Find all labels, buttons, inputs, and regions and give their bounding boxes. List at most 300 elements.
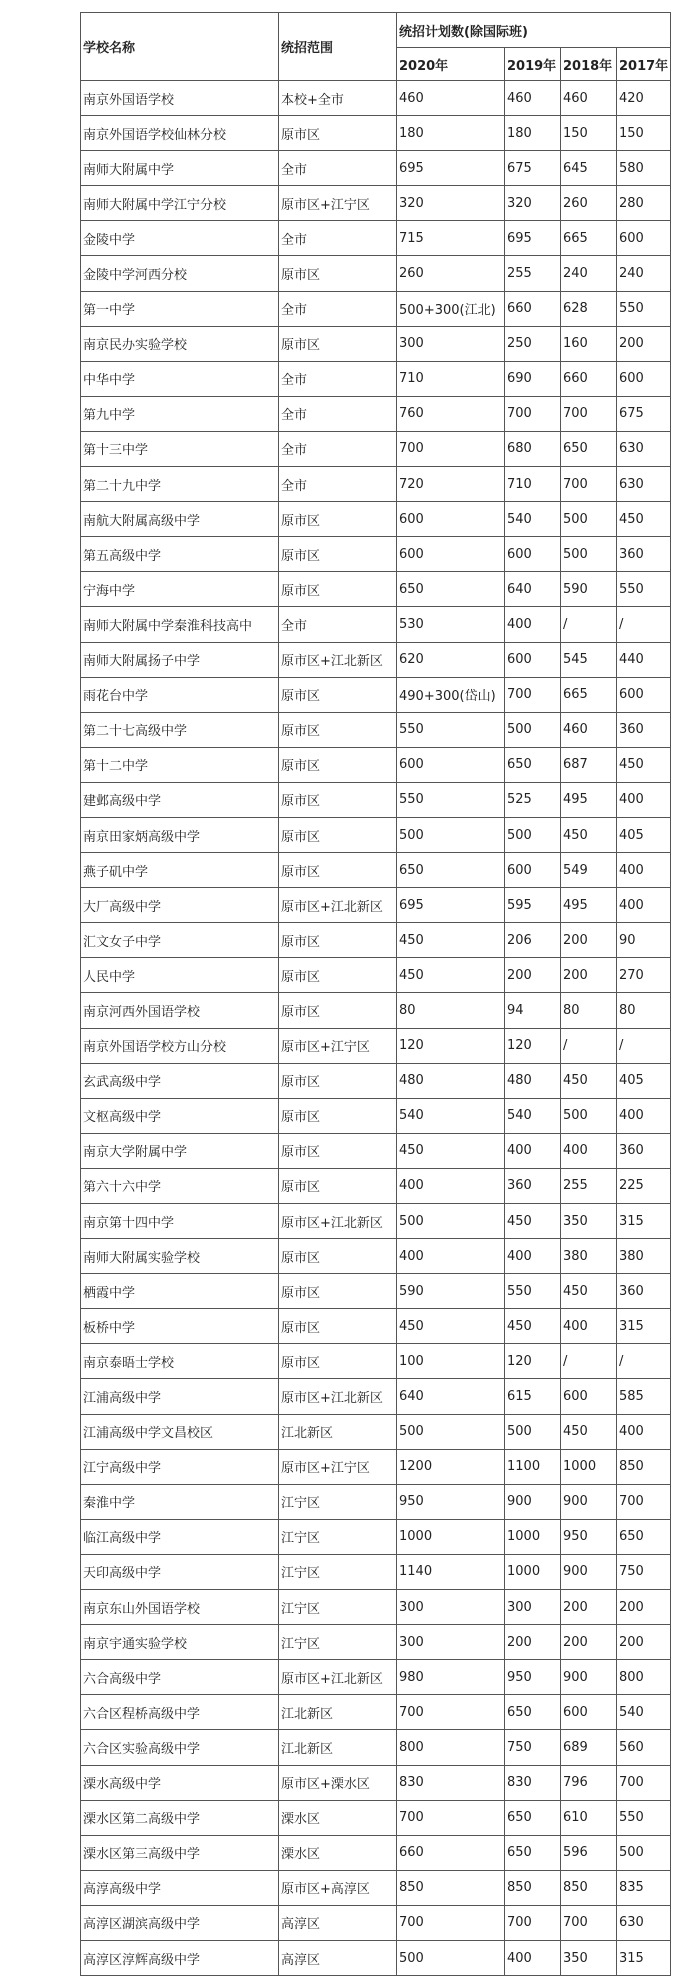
cell-enrollment-range: 原市区 (279, 958, 397, 993)
cell-enrollment-range: 原市区+江北新区 (279, 1204, 397, 1239)
cell-plan-2020: 600 (397, 747, 505, 782)
cell-enrollment-range: 本校+全市 (279, 81, 397, 116)
cell-plan-2019: 400 (505, 1940, 561, 1975)
cell-plan-2019: 650 (505, 1800, 561, 1835)
cell-school-name: 临江高级中学 (81, 1519, 279, 1554)
table-row (81, 853, 671, 888)
cell-plan-2018: 700 (561, 1905, 617, 1940)
cell-plan-2017: 500 (617, 1835, 671, 1870)
cell-plan-2019: 675 (505, 151, 561, 186)
table-row (81, 431, 671, 466)
cell-plan-2020: 180 (397, 116, 505, 151)
cell-enrollment-range: 原市区 (279, 1239, 397, 1274)
cell-plan-2019: 950 (505, 1660, 561, 1695)
cell-school-name: 南师大附属中学 (81, 151, 279, 186)
table-row (81, 888, 671, 923)
cell-enrollment-range: 原市区+江北新区 (279, 1379, 397, 1414)
header-year-2018: 2018年 (561, 48, 617, 81)
cell-school-name: 雨花台中学 (81, 677, 279, 712)
cell-school-name: 天印高级中学 (81, 1554, 279, 1589)
cell-school-name: 第二十七高级中学 (81, 712, 279, 747)
cell-plan-2017: 540 (617, 1695, 671, 1730)
cell-plan-2018: 495 (561, 888, 617, 923)
table-row (81, 361, 671, 396)
cell-plan-2019: 1000 (505, 1554, 561, 1589)
cell-school-name: 高淳区湖滨高级中学 (81, 1905, 279, 1940)
cell-school-name: 南京外国语学校 (81, 81, 279, 116)
cell-plan-2019: 255 (505, 256, 561, 291)
cell-plan-2020: 650 (397, 853, 505, 888)
table-row (81, 1239, 671, 1274)
cell-plan-2019: 640 (505, 572, 561, 607)
cell-plan-2019: 400 (505, 1239, 561, 1274)
cell-plan-2017: / (617, 607, 671, 642)
cell-plan-2017: 280 (617, 186, 671, 221)
cell-plan-2017: 200 (617, 1590, 671, 1625)
table-row (81, 1274, 671, 1309)
cell-plan-2018: 160 (561, 326, 617, 361)
cell-plan-2018: 495 (561, 782, 617, 817)
cell-plan-2018: 665 (561, 221, 617, 256)
cell-plan-2019: 850 (505, 1870, 561, 1905)
cell-plan-2020: 720 (397, 467, 505, 502)
cell-plan-2020: 300 (397, 1590, 505, 1625)
cell-plan-2017: 450 (617, 747, 671, 782)
cell-plan-2020: 450 (397, 1309, 505, 1344)
cell-enrollment-range: 原市区+江北新区 (279, 1660, 397, 1695)
cell-plan-2019: 200 (505, 958, 561, 993)
table-row (81, 1625, 671, 1660)
cell-plan-2018: 650 (561, 431, 617, 466)
cell-plan-2017: 550 (617, 1800, 671, 1835)
table-row (81, 1765, 671, 1800)
cell-plan-2018: 350 (561, 1940, 617, 1975)
cell-enrollment-range: 江北新区 (279, 1695, 397, 1730)
table-row (81, 256, 671, 291)
cell-plan-2020: 500 (397, 817, 505, 852)
cell-plan-2018: 549 (561, 853, 617, 888)
admissions-table (80, 12, 671, 1976)
cell-school-name: 建邺高级中学 (81, 782, 279, 817)
cell-plan-2017: 315 (617, 1309, 671, 1344)
table-row (81, 1800, 671, 1835)
cell-plan-2017: 420 (617, 81, 671, 116)
cell-school-name: 南京外国语学校方山分校 (81, 1028, 279, 1063)
cell-plan-2019: 400 (505, 1133, 561, 1168)
table-row (81, 642, 671, 677)
cell-plan-2017: 700 (617, 1484, 671, 1519)
cell-school-name: 汇文女子中学 (81, 923, 279, 958)
cell-plan-2019: 480 (505, 1063, 561, 1098)
cell-enrollment-range: 原市区 (279, 853, 397, 888)
table-row (81, 1098, 671, 1133)
cell-plan-2018: 500 (561, 502, 617, 537)
cell-plan-2018: 610 (561, 1800, 617, 1835)
cell-plan-2020: 695 (397, 888, 505, 923)
cell-plan-2018: / (561, 1028, 617, 1063)
cell-plan-2018: 200 (561, 1625, 617, 1660)
cell-school-name: 六合区实验高级中学 (81, 1730, 279, 1765)
cell-plan-2017: 225 (617, 1168, 671, 1203)
table-row (81, 1309, 671, 1344)
table-row (81, 1695, 671, 1730)
cell-plan-2017: 600 (617, 361, 671, 396)
cell-plan-2020: 450 (397, 1133, 505, 1168)
cell-plan-2017: / (617, 1028, 671, 1063)
cell-plan-2020: 700 (397, 1905, 505, 1940)
table-row (81, 1204, 671, 1239)
cell-plan-2018: 900 (561, 1484, 617, 1519)
cell-enrollment-range: 原市区+江宁区 (279, 1449, 397, 1484)
cell-plan-2017: 200 (617, 326, 671, 361)
cell-enrollment-range: 原市区 (279, 1098, 397, 1133)
table-row (81, 923, 671, 958)
cell-plan-2019: 500 (505, 1414, 561, 1449)
cell-plan-2019: 690 (505, 361, 561, 396)
cell-plan-2019: 250 (505, 326, 561, 361)
cell-plan-2019: 120 (505, 1344, 561, 1379)
table-row (81, 1590, 671, 1625)
cell-school-name: 第二十九中学 (81, 467, 279, 502)
cell-plan-2018: 700 (561, 396, 617, 431)
table-row (81, 958, 671, 993)
cell-plan-2018: 687 (561, 747, 617, 782)
cell-plan-2018: 689 (561, 1730, 617, 1765)
cell-enrollment-range: 全市 (279, 396, 397, 431)
cell-enrollment-range: 江宁区 (279, 1590, 397, 1625)
cell-enrollment-range: 原市区 (279, 1168, 397, 1203)
table-row (81, 326, 671, 361)
cell-plan-2020: 120 (397, 1028, 505, 1063)
header-year-2019: 2019年 (505, 48, 561, 81)
cell-school-name: 高淳区淳辉高级中学 (81, 1940, 279, 1975)
header-year-2017: 2017年 (617, 48, 671, 81)
cell-plan-2019: 710 (505, 467, 561, 502)
cell-plan-2019: 360 (505, 1168, 561, 1203)
cell-plan-2017: 90 (617, 923, 671, 958)
table-row (81, 1133, 671, 1168)
cell-enrollment-range: 原市区 (279, 1274, 397, 1309)
cell-plan-2019: 500 (505, 712, 561, 747)
table-row (81, 1554, 671, 1589)
cell-school-name: 第五高级中学 (81, 537, 279, 572)
header-row-top (81, 13, 671, 48)
cell-plan-2020: 850 (397, 1870, 505, 1905)
header-school-name: 学校名称 (81, 13, 279, 81)
cell-plan-2019: 460 (505, 81, 561, 116)
table-row (81, 1660, 671, 1695)
cell-enrollment-range: 全市 (279, 431, 397, 466)
table-row (81, 151, 671, 186)
cell-plan-2017: 800 (617, 1660, 671, 1695)
cell-enrollment-range: 原市区 (279, 1344, 397, 1379)
cell-enrollment-range: 全市 (279, 291, 397, 326)
cell-enrollment-range: 江北新区 (279, 1730, 397, 1765)
cell-plan-2020: 480 (397, 1063, 505, 1098)
cell-plan-2019: 450 (505, 1204, 561, 1239)
cell-plan-2018: 590 (561, 572, 617, 607)
table-row (81, 677, 671, 712)
cell-plan-2017: 240 (617, 256, 671, 291)
cell-plan-2019: 750 (505, 1730, 561, 1765)
cell-school-name: 栖霞中学 (81, 1274, 279, 1309)
cell-enrollment-range: 高淳区 (279, 1905, 397, 1940)
table-row (81, 467, 671, 502)
cell-plan-2019: 550 (505, 1274, 561, 1309)
table-row (81, 1730, 671, 1765)
cell-plan-2019: 94 (505, 993, 561, 1028)
cell-plan-2017: 550 (617, 572, 671, 607)
cell-plan-2020: 450 (397, 958, 505, 993)
cell-enrollment-range: 原市区 (279, 1133, 397, 1168)
table-row (81, 747, 671, 782)
cell-plan-2020: 600 (397, 537, 505, 572)
cell-plan-2020: 760 (397, 396, 505, 431)
cell-enrollment-range: 溧水区 (279, 1800, 397, 1835)
cell-school-name: 南京第十四中学 (81, 1204, 279, 1239)
cell-school-name: 溧水高级中学 (81, 1765, 279, 1800)
cell-plan-2019: 700 (505, 677, 561, 712)
table-row (81, 1449, 671, 1484)
table-row (81, 186, 671, 221)
table-row (81, 1870, 671, 1905)
cell-plan-2020: 830 (397, 1765, 505, 1800)
cell-plan-2018: 950 (561, 1519, 617, 1554)
cell-plan-2019: 700 (505, 396, 561, 431)
cell-plan-2017: 835 (617, 1870, 671, 1905)
cell-plan-2018: 500 (561, 1098, 617, 1133)
cell-plan-2018: 240 (561, 256, 617, 291)
cell-plan-2017: 630 (617, 467, 671, 502)
cell-plan-2019: 300 (505, 1590, 561, 1625)
cell-plan-2018: 400 (561, 1133, 617, 1168)
cell-plan-2017: 440 (617, 642, 671, 677)
cell-plan-2017: 80 (617, 993, 671, 1028)
cell-plan-2018: 450 (561, 1414, 617, 1449)
cell-enrollment-range: 原市区+江宁区 (279, 186, 397, 221)
table-row (81, 1414, 671, 1449)
cell-plan-2019: 400 (505, 607, 561, 642)
table-header (81, 13, 671, 81)
cell-plan-2017: 560 (617, 1730, 671, 1765)
cell-enrollment-range: 原市区 (279, 677, 397, 712)
cell-plan-2017: 360 (617, 1274, 671, 1309)
cell-plan-2019: 525 (505, 782, 561, 817)
cell-plan-2018: 596 (561, 1835, 617, 1870)
cell-plan-2019: 320 (505, 186, 561, 221)
cell-plan-2017: 580 (617, 151, 671, 186)
cell-plan-2019: 600 (505, 853, 561, 888)
cell-plan-2020: 400 (397, 1239, 505, 1274)
cell-school-name: 南师大附属扬子中学 (81, 642, 279, 677)
cell-plan-2017: 675 (617, 396, 671, 431)
table-row (81, 1063, 671, 1098)
cell-plan-2018: 200 (561, 923, 617, 958)
cell-enrollment-range: 原市区+江宁区 (279, 1028, 397, 1063)
cell-plan-2020: 530 (397, 607, 505, 642)
cell-enrollment-range: 全市 (279, 607, 397, 642)
table-row (81, 1379, 671, 1414)
cell-plan-2017: 270 (617, 958, 671, 993)
cell-plan-2020: 400 (397, 1168, 505, 1203)
table-row (81, 712, 671, 747)
cell-plan-2019: 830 (505, 1765, 561, 1800)
cell-plan-2019: 600 (505, 537, 561, 572)
cell-plan-2020: 300 (397, 1625, 505, 1660)
cell-plan-2020: 1140 (397, 1554, 505, 1589)
cell-plan-2019: 540 (505, 502, 561, 537)
cell-plan-2019: 650 (505, 1695, 561, 1730)
cell-plan-2018: 628 (561, 291, 617, 326)
cell-plan-2020: 695 (397, 151, 505, 186)
cell-school-name: 南京民办实验学校 (81, 326, 279, 361)
cell-school-name: 金陵中学河西分校 (81, 256, 279, 291)
cell-school-name: 第十三中学 (81, 431, 279, 466)
cell-plan-2017: 750 (617, 1554, 671, 1589)
cell-plan-2018: 900 (561, 1660, 617, 1695)
cell-plan-2019: 900 (505, 1484, 561, 1519)
cell-school-name: 南京东山外国语学校 (81, 1590, 279, 1625)
cell-school-name: 江浦高级中学文昌校区 (81, 1414, 279, 1449)
cell-plan-2020: 715 (397, 221, 505, 256)
cell-enrollment-range: 高淳区 (279, 1940, 397, 1975)
cell-plan-2017: 360 (617, 537, 671, 572)
table-row (81, 291, 671, 326)
cell-plan-2019: 700 (505, 1905, 561, 1940)
cell-plan-2020: 620 (397, 642, 505, 677)
cell-enrollment-range: 原市区 (279, 923, 397, 958)
cell-plan-2020: 260 (397, 256, 505, 291)
cell-plan-2018: 796 (561, 1765, 617, 1800)
cell-plan-2020: 640 (397, 1379, 505, 1414)
cell-plan-2020: 300 (397, 326, 505, 361)
cell-school-name: 南京泰晤士学校 (81, 1344, 279, 1379)
cell-school-name: 南师大附属中学江宁分校 (81, 186, 279, 221)
cell-enrollment-range: 原市区+溧水区 (279, 1765, 397, 1800)
cell-plan-2020: 500+300(江北) (397, 291, 505, 326)
table-row (81, 1835, 671, 1870)
cell-plan-2017: 630 (617, 1905, 671, 1940)
cell-school-name: 南航大附属高级中学 (81, 502, 279, 537)
header-enrollment-plan: 统招计划数(除国际班) (397, 13, 671, 48)
cell-plan-2018: 660 (561, 361, 617, 396)
table-row (81, 116, 671, 151)
cell-school-name: 南京田家炳高级中学 (81, 817, 279, 852)
cell-plan-2017: 585 (617, 1379, 671, 1414)
cell-school-name: 江浦高级中学 (81, 1379, 279, 1414)
cell-plan-2019: 595 (505, 888, 561, 923)
cell-plan-2020: 600 (397, 502, 505, 537)
cell-plan-2018: 450 (561, 1274, 617, 1309)
cell-plan-2018: 600 (561, 1695, 617, 1730)
cell-plan-2018: 450 (561, 1063, 617, 1098)
cell-plan-2018: 380 (561, 1239, 617, 1274)
table-row (81, 1940, 671, 1975)
cell-enrollment-range: 全市 (279, 467, 397, 502)
cell-enrollment-range: 原市区 (279, 1309, 397, 1344)
cell-plan-2019: 540 (505, 1098, 561, 1133)
cell-plan-2017: 360 (617, 712, 671, 747)
header-year-2020: 2020年 (397, 48, 505, 81)
table-row (81, 1484, 671, 1519)
cell-school-name: 第九中学 (81, 396, 279, 431)
cell-plan-2020: 800 (397, 1730, 505, 1765)
cell-plan-2017: 360 (617, 1133, 671, 1168)
cell-enrollment-range: 江宁区 (279, 1554, 397, 1589)
cell-plan-2017: 405 (617, 817, 671, 852)
cell-school-name: 第十二中学 (81, 747, 279, 782)
cell-plan-2019: 1000 (505, 1519, 561, 1554)
cell-plan-2019: 650 (505, 1835, 561, 1870)
cell-plan-2020: 550 (397, 782, 505, 817)
cell-plan-2019: 650 (505, 747, 561, 782)
table-row (81, 81, 671, 116)
cell-plan-2020: 660 (397, 1835, 505, 1870)
cell-plan-2018: 260 (561, 186, 617, 221)
cell-plan-2020: 980 (397, 1660, 505, 1695)
cell-plan-2019: 615 (505, 1379, 561, 1414)
cell-enrollment-range: 原市区+江北新区 (279, 642, 397, 677)
cell-plan-2018: 665 (561, 677, 617, 712)
cell-enrollment-range: 江宁区 (279, 1519, 397, 1554)
cell-school-name: 高淳高级中学 (81, 1870, 279, 1905)
cell-plan-2017: 450 (617, 502, 671, 537)
cell-school-name: 宁海中学 (81, 572, 279, 607)
cell-school-name: 玄武高级中学 (81, 1063, 279, 1098)
cell-plan-2017: 400 (617, 1414, 671, 1449)
cell-plan-2018: 545 (561, 642, 617, 677)
table-row (81, 572, 671, 607)
cell-enrollment-range: 原市区 (279, 782, 397, 817)
cell-school-name: 大厂高级中学 (81, 888, 279, 923)
header-enrollment-range: 统招范围 (279, 13, 397, 81)
cell-enrollment-range: 原市区 (279, 502, 397, 537)
cell-plan-2018: 460 (561, 712, 617, 747)
cell-plan-2017: 315 (617, 1940, 671, 1975)
cell-enrollment-range: 溧水区 (279, 1835, 397, 1870)
cell-plan-2020: 540 (397, 1098, 505, 1133)
cell-plan-2019: 500 (505, 817, 561, 852)
cell-school-name: 南师大附属中学秦淮科技高中 (81, 607, 279, 642)
cell-school-name: 江宁高级中学 (81, 1449, 279, 1484)
cell-school-name: 南师大附属实验学校 (81, 1239, 279, 1274)
cell-enrollment-range: 江北新区 (279, 1414, 397, 1449)
table-row (81, 1028, 671, 1063)
table-row (81, 1168, 671, 1203)
cell-school-name: 人民中学 (81, 958, 279, 993)
cell-plan-2020: 500 (397, 1204, 505, 1239)
cell-plan-2017: 405 (617, 1063, 671, 1098)
cell-plan-2018: / (561, 607, 617, 642)
cell-school-name: 六合高级中学 (81, 1660, 279, 1695)
table-row (81, 221, 671, 256)
cell-plan-2017: / (617, 1344, 671, 1379)
cell-school-name: 中华中学 (81, 361, 279, 396)
cell-plan-2020: 650 (397, 572, 505, 607)
cell-plan-2017: 850 (617, 1449, 671, 1484)
cell-plan-2018: 700 (561, 467, 617, 502)
cell-school-name: 南京外国语学校仙林分校 (81, 116, 279, 151)
cell-plan-2017: 150 (617, 116, 671, 151)
cell-plan-2020: 460 (397, 81, 505, 116)
cell-school-name: 板桥中学 (81, 1309, 279, 1344)
cell-enrollment-range: 全市 (279, 361, 397, 396)
cell-enrollment-range: 原市区 (279, 747, 397, 782)
cell-plan-2019: 180 (505, 116, 561, 151)
cell-plan-2017: 550 (617, 291, 671, 326)
cell-plan-2019: 200 (505, 1625, 561, 1660)
cell-plan-2020: 500 (397, 1940, 505, 1975)
